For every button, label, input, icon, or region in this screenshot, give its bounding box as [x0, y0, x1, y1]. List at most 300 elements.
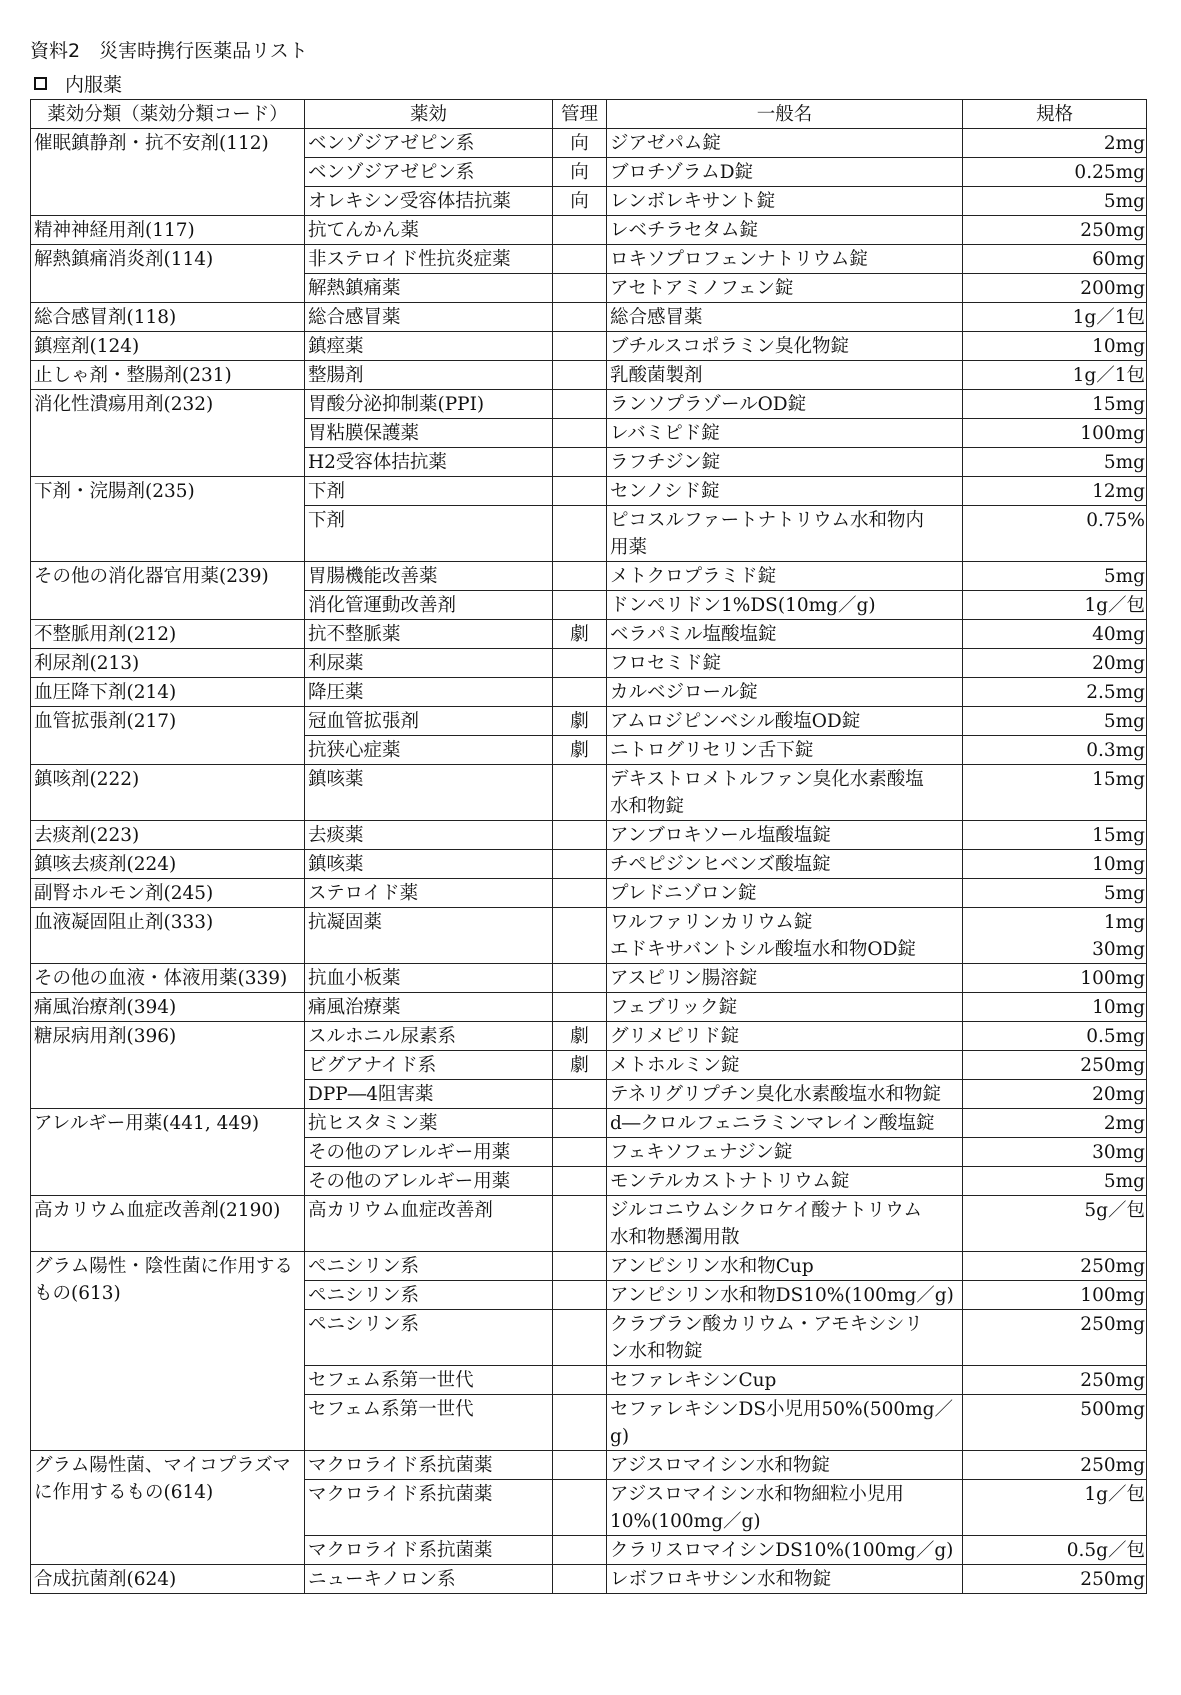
table-row — [31, 1022, 1147, 1051]
generic-name-cell — [607, 1252, 963, 1281]
specification-text: 10mg — [1092, 997, 1145, 1018]
specification-cell — [963, 216, 1147, 245]
generic-name-cell — [607, 361, 963, 390]
specification-cell — [963, 1281, 1147, 1310]
effect-cell: 利尿薬 — [305, 649, 553, 678]
specification-cell — [963, 361, 1147, 390]
effect-cell: 鎮痙薬 — [305, 332, 553, 361]
table-row — [31, 361, 1147, 390]
effect-cell: 下剤 — [305, 477, 553, 506]
generic-name-cell — [607, 649, 963, 678]
generic-name-text: ジルコニウムシクロケイ酸ナトリウム — [610, 1200, 923, 1221]
management-cell — [553, 1196, 607, 1252]
specification-text: 20mg — [1092, 653, 1145, 674]
generic-name-text: クラブラン酸カリウム・アモキシシリ — [610, 1314, 923, 1335]
specification-text: 5mg — [1103, 566, 1145, 587]
management-cell: 向 — [553, 187, 607, 216]
generic-name-text: プレドニゾロン錠 — [610, 883, 757, 904]
management-cell: 向 — [553, 129, 607, 158]
document-title: 資料2 災害時携行医薬品リスト — [30, 40, 308, 62]
management-cell — [553, 821, 607, 850]
specification-text: 5g／包 — [1084, 1200, 1145, 1221]
generic-name-text: ベラパミル塩酸塩錠 — [610, 624, 777, 645]
management-cell — [553, 274, 607, 303]
generic-name-text: 総合感冒薬 — [610, 307, 703, 328]
category-cell: 止しゃ剤・整腸剤(231) — [31, 361, 305, 390]
specification-text: 5mg — [1103, 883, 1145, 904]
category-cell: 鎮咳去痰剤(224) — [31, 850, 305, 879]
specification-cell — [963, 303, 1147, 332]
specification-text: 0.3mg — [1086, 740, 1145, 761]
specification-text: 2mg — [1103, 1113, 1145, 1134]
specification-text: 30mg — [1092, 1142, 1145, 1163]
category-cell: 解熱鎮痛消炎剤(114) — [31, 245, 305, 303]
generic-name-cell — [607, 419, 963, 448]
table-body — [31, 129, 1147, 1594]
effect-cell: スルホニル尿素系 — [305, 1022, 553, 1051]
specification-text: 2.5mg — [1086, 682, 1145, 703]
specification-cell — [963, 1310, 1147, 1366]
specification-text: 40mg — [1092, 624, 1145, 645]
specification-text: 5mg — [1103, 711, 1145, 732]
generic-name-cell — [607, 1051, 963, 1080]
generic-name-cell — [607, 1536, 963, 1565]
specification-text: 250mg — [1080, 1055, 1145, 1076]
generic-name-cell — [607, 1138, 963, 1167]
category-cell: グラム陽性・陰性菌に作用するもの(613) — [31, 1252, 305, 1451]
specification-text: 20mg — [1092, 1084, 1145, 1105]
specification-text: 0.5g／包 — [1066, 1540, 1145, 1561]
table-row — [31, 908, 1147, 964]
generic-name-cell — [607, 216, 963, 245]
table-row — [31, 390, 1147, 419]
specification-text: 1g／包 — [1084, 1484, 1145, 1505]
generic-name-text: メトクロプラミド錠 — [610, 566, 777, 587]
category-cell: 血圧降下剤(214) — [31, 678, 305, 707]
generic-name-cell — [607, 1310, 963, 1366]
effect-cell: 解熱鎮痛薬 — [305, 274, 553, 303]
category-cell: 血管拡張剤(217) — [31, 707, 305, 765]
specification-text: 250mg — [1080, 1314, 1145, 1335]
generic-name-text: ロキソプロフェンナトリウム錠 — [610, 249, 868, 270]
specification-text: 1g／1包 — [1072, 307, 1145, 328]
specification-cell — [963, 678, 1147, 707]
specification-cell — [963, 620, 1147, 649]
category-cell: その他の消化器官用薬(239) — [31, 562, 305, 620]
table-row — [31, 707, 1147, 736]
category-cell: 痛風治療剤(394) — [31, 993, 305, 1022]
management-cell — [553, 419, 607, 448]
specification-cell — [963, 1536, 1147, 1565]
management-cell — [553, 1366, 607, 1395]
generic-name-text: アスピリン腸溶錠 — [610, 968, 758, 989]
effect-cell: オレキシン受容体拮抗薬 — [305, 187, 553, 216]
management-cell: 向 — [553, 158, 607, 187]
specification-cell — [963, 332, 1147, 361]
management-cell — [553, 1310, 607, 1366]
effect-cell: ペニシリン系 — [305, 1281, 553, 1310]
effect-cell: マクロライド系抗菌薬 — [305, 1480, 553, 1536]
generic-name-text-line2: エドキサバントシル酸塩水和物OD錠 — [610, 939, 916, 960]
generic-name-text: カルベジロール錠 — [610, 682, 758, 703]
generic-name-text: フロセミド錠 — [610, 653, 722, 674]
category-cell: 去痰剤(223) — [31, 821, 305, 850]
specification-cell — [963, 707, 1147, 736]
generic-name-text: アセトアミノフェン錠 — [610, 278, 794, 299]
generic-name-cell — [607, 506, 963, 562]
management-cell — [553, 1536, 607, 1565]
generic-name-cell — [607, 1109, 963, 1138]
management-cell — [553, 332, 607, 361]
specification-text: 2mg — [1103, 133, 1145, 154]
specification-text: 10mg — [1092, 336, 1145, 357]
generic-name-text: ランソプラゾールOD錠 — [610, 394, 807, 415]
effect-cell: ベンゾジアゼピン系 — [305, 129, 553, 158]
specification-text: 100mg — [1080, 1285, 1145, 1306]
section-label: 内服薬 — [65, 74, 123, 96]
effect-cell: 抗ヒスタミン薬 — [305, 1109, 553, 1138]
generic-name-cell — [607, 620, 963, 649]
effect-cell: DPP―4阻害薬 — [305, 1080, 553, 1109]
generic-name-text: デキストロメトルファン臭化水素酸塩 — [610, 769, 924, 790]
generic-name-text: ニトログリセリン舌下錠 — [610, 740, 814, 761]
management-cell — [553, 361, 607, 390]
generic-name-text: メトホルミン錠 — [610, 1055, 740, 1076]
specification-cell — [963, 390, 1147, 419]
generic-name-text: モンテルカストナトリウム錠 — [610, 1171, 850, 1192]
category-cell: 消化性潰瘍用剤(232) — [31, 390, 305, 477]
checkbox-square-icon — [34, 77, 47, 90]
generic-name-cell — [607, 1395, 963, 1451]
medicine-table — [30, 99, 1147, 1594]
effect-cell: 痛風治療薬 — [305, 993, 553, 1022]
effect-cell: セフェム系第一世代 — [305, 1366, 553, 1395]
effect-cell: その他のアレルギー用薬 — [305, 1167, 553, 1196]
specification-cell — [963, 1051, 1147, 1080]
management-cell — [553, 765, 607, 821]
generic-name-text: ブロチゾラムD錠 — [610, 162, 754, 183]
category-cell: 高カリウム血症改善剤(2190) — [31, 1196, 305, 1252]
generic-name-text: フェキソフェナジン錠 — [610, 1142, 793, 1163]
specification-text: 15mg — [1092, 394, 1145, 415]
specification-cell — [963, 591, 1147, 620]
management-cell — [553, 303, 607, 332]
specification-cell — [963, 1080, 1147, 1109]
generic-name-cell — [607, 245, 963, 274]
generic-name-text: レボフロキサシン水和物錠 — [610, 1569, 832, 1590]
specification-cell — [963, 821, 1147, 850]
generic-name-cell — [607, 562, 963, 591]
specification-cell — [963, 1138, 1147, 1167]
effect-cell: 下剤 — [305, 506, 553, 562]
effect-cell: H2受容体拮抗薬 — [305, 448, 553, 477]
specification-cell — [963, 506, 1147, 562]
table-row — [31, 821, 1147, 850]
generic-name-text: ラフチジン錠 — [610, 452, 721, 473]
management-cell: 劇 — [553, 1022, 607, 1051]
specification-cell — [963, 1451, 1147, 1480]
generic-name-cell — [607, 993, 963, 1022]
generic-name-cell — [607, 1167, 963, 1196]
specification-cell — [963, 1109, 1147, 1138]
generic-name-text: 乳酸菌製剤 — [610, 365, 703, 386]
generic-name-cell — [607, 765, 963, 821]
generic-name-text: テネリグリプチン臭化水素酸塩水和物錠 — [610, 1084, 941, 1105]
specification-cell — [963, 1395, 1147, 1451]
effect-cell: 胃酸分泌抑制薬(PPI) — [305, 390, 553, 419]
specification-text: 100mg — [1080, 968, 1145, 989]
specification-cell — [963, 419, 1147, 448]
specification-text: 12mg — [1092, 481, 1145, 502]
specification-cell — [963, 1366, 1147, 1395]
category-cell: 鎮咳剤(222) — [31, 765, 305, 821]
effect-cell: セフェム系第一世代 — [305, 1395, 553, 1451]
category-cell: 合成抗菌剤(624) — [31, 1565, 305, 1594]
specification-cell — [963, 1480, 1147, 1536]
table-row — [31, 245, 1147, 274]
management-cell — [553, 448, 607, 477]
table-row — [31, 620, 1147, 649]
header-category: 薬効分類（薬効分類コード） — [31, 100, 305, 129]
table-row — [31, 1109, 1147, 1138]
effect-cell: 整腸剤 — [305, 361, 553, 390]
generic-name-cell — [607, 187, 963, 216]
specification-cell — [963, 158, 1147, 187]
effect-cell: 胃腸機能改善薬 — [305, 562, 553, 591]
generic-name-text-line2: ン水和物錠 — [610, 1341, 703, 1362]
specification-text: 100mg — [1080, 423, 1145, 444]
generic-name-text-line2: 10%(100mg／g) — [610, 1511, 761, 1532]
specification-text: 250mg — [1080, 1256, 1145, 1277]
generic-name-text: アジスロマイシン水和物細粒小児用 — [610, 1484, 904, 1505]
category-cell: 副腎ホルモン剤(245) — [31, 879, 305, 908]
section-heading — [30, 70, 122, 97]
effect-cell: ベンゾジアゼピン系 — [305, 158, 553, 187]
generic-name-text: アンピシリン水和物DS10%(100mg／g) — [610, 1285, 954, 1306]
management-cell — [553, 1167, 607, 1196]
management-cell — [553, 678, 607, 707]
generic-name-text-line2: 水和物錠 — [610, 796, 685, 817]
management-cell — [553, 1281, 607, 1310]
specification-text: 250mg — [1080, 1455, 1145, 1476]
generic-name-cell — [607, 158, 963, 187]
effect-cell: 高カリウム血症改善剤 — [305, 1196, 553, 1252]
table-row — [31, 216, 1147, 245]
specification-text: 0.25mg — [1074, 162, 1145, 183]
management-cell — [553, 1252, 607, 1281]
specification-cell — [963, 1167, 1147, 1196]
table-row — [31, 1565, 1147, 1594]
generic-name-text: レバミピド錠 — [610, 423, 720, 444]
specification-cell — [963, 964, 1147, 993]
specification-text-line2: 30mg — [1092, 939, 1145, 960]
specification-cell — [963, 1022, 1147, 1051]
table-row — [31, 129, 1147, 158]
specification-cell — [963, 993, 1147, 1022]
generic-name-text: レンボレキサント錠 — [610, 191, 776, 212]
effect-cell: 降圧薬 — [305, 678, 553, 707]
header-generic-name: 一般名 — [607, 100, 963, 129]
effect-cell: 非ステロイド性抗炎症薬 — [305, 245, 553, 274]
management-cell — [553, 1565, 607, 1594]
specification-cell — [963, 477, 1147, 506]
generic-name-text-line2: 用薬 — [610, 537, 648, 558]
table-row — [31, 303, 1147, 332]
table-row — [31, 850, 1147, 879]
generic-name-cell — [607, 736, 963, 765]
category-cell: グラム陽性菌、マイコプラズマに作用するもの(614) — [31, 1451, 305, 1565]
effect-cell: 抗血小板薬 — [305, 964, 553, 993]
generic-name-cell — [607, 1281, 963, 1310]
specification-cell — [963, 908, 1147, 964]
specification-text: 500mg — [1080, 1399, 1145, 1420]
generic-name-cell — [607, 274, 963, 303]
generic-name-cell — [607, 1196, 963, 1252]
category-cell: 精神神経用剤(117) — [31, 216, 305, 245]
specification-cell — [963, 850, 1147, 879]
generic-name-cell — [607, 707, 963, 736]
specification-cell — [963, 1565, 1147, 1594]
specification-text: 1g／1包 — [1072, 365, 1145, 386]
specification-cell — [963, 1196, 1147, 1252]
category-cell: 鎮痙剤(124) — [31, 332, 305, 361]
table-row — [31, 993, 1147, 1022]
generic-name-cell — [607, 879, 963, 908]
header-specification: 規格 — [963, 100, 1147, 129]
generic-name-text: セファレキシンCup — [610, 1370, 777, 1391]
generic-name-text: d―クロルフェニラミンマレイン酸塩錠 — [610, 1113, 935, 1134]
generic-name-cell — [607, 303, 963, 332]
generic-name-cell — [607, 964, 963, 993]
management-cell: 劇 — [553, 620, 607, 649]
management-cell — [553, 390, 607, 419]
management-cell — [553, 993, 607, 1022]
management-cell — [553, 562, 607, 591]
category-cell: 血液凝固阻止剤(333) — [31, 908, 305, 964]
effect-cell: ペニシリン系 — [305, 1252, 553, 1281]
generic-name-text: ピコスルファートナトリウム水和物内 — [610, 510, 924, 531]
specification-text: 1mg — [1103, 912, 1145, 933]
generic-name-text: レベチラセタム錠 — [610, 220, 759, 241]
specification-cell — [963, 879, 1147, 908]
category-cell: 催眠鎮静剤・抗不安剤(112) — [31, 129, 305, 216]
management-cell — [553, 591, 607, 620]
management-cell — [553, 1080, 607, 1109]
effect-cell: 抗狭心症薬 — [305, 736, 553, 765]
specification-text: 60mg — [1092, 249, 1145, 270]
specification-text: 0.5mg — [1086, 1026, 1145, 1047]
header-management: 管理 — [553, 100, 607, 129]
management-cell — [553, 1480, 607, 1536]
generic-name-text: アンブロキソール塩酸塩錠 — [610, 825, 831, 846]
effect-cell: 鎮咳薬 — [305, 850, 553, 879]
table-row — [31, 562, 1147, 591]
header-effect: 薬効 — [305, 100, 553, 129]
specification-text: 5mg — [1103, 191, 1145, 212]
generic-name-cell — [607, 129, 963, 158]
specification-text: 250mg — [1080, 220, 1145, 241]
table-row — [31, 332, 1147, 361]
generic-name-text: ワルファリンカリウム錠 — [610, 912, 813, 933]
table-row — [31, 879, 1147, 908]
generic-name-text: フェブリック錠 — [610, 997, 738, 1018]
management-cell — [553, 850, 607, 879]
effect-cell: 胃粘膜保護薬 — [305, 419, 553, 448]
management-cell — [553, 964, 607, 993]
category-cell: 利尿剤(213) — [31, 649, 305, 678]
specification-cell — [963, 187, 1147, 216]
effect-cell: その他のアレルギー用薬 — [305, 1138, 553, 1167]
management-cell: 劇 — [553, 736, 607, 765]
generic-name-text: ジアゼパム錠 — [610, 133, 721, 154]
generic-name-cell — [607, 1022, 963, 1051]
category-cell: 総合感冒剤(118) — [31, 303, 305, 332]
management-cell — [553, 879, 607, 908]
specification-cell — [963, 649, 1147, 678]
generic-name-cell — [607, 850, 963, 879]
generic-name-cell — [607, 1480, 963, 1536]
specification-cell — [963, 448, 1147, 477]
specification-text: 5mg — [1103, 1171, 1145, 1192]
generic-name-text: ドンペリドン1%DS(10mg／g) — [610, 595, 876, 616]
specification-text: 200mg — [1080, 278, 1145, 299]
table-row — [31, 1252, 1147, 1281]
generic-name-text: ブチルスコポラミン臭化物錠 — [610, 336, 850, 357]
specification-cell — [963, 736, 1147, 765]
generic-name-text: グリメピリド錠 — [610, 1026, 740, 1047]
category-cell: 不整脈用剤(212) — [31, 620, 305, 649]
management-cell: 劇 — [553, 707, 607, 736]
table-row — [31, 649, 1147, 678]
generic-name-text: クラリスロマイシンDS10%(100mg／g) — [610, 1540, 954, 1561]
generic-name-cell — [607, 678, 963, 707]
effect-cell: ニューキノロン系 — [305, 1565, 553, 1594]
table-row — [31, 1451, 1147, 1480]
effect-cell: ペニシリン系 — [305, 1310, 553, 1366]
management-cell — [553, 245, 607, 274]
specification-text: 0.75% — [1086, 510, 1145, 531]
generic-name-cell — [607, 908, 963, 964]
generic-name-cell — [607, 332, 963, 361]
specification-cell — [963, 765, 1147, 821]
specification-text: 15mg — [1092, 825, 1145, 846]
effect-cell: 鎮咳薬 — [305, 765, 553, 821]
specification-text: 5mg — [1103, 452, 1145, 473]
effect-cell: 抗凝固薬 — [305, 908, 553, 964]
effect-cell: 冠血管拡張剤 — [305, 707, 553, 736]
effect-cell: 抗てんかん薬 — [305, 216, 553, 245]
effect-cell: 総合感冒薬 — [305, 303, 553, 332]
management-cell — [553, 908, 607, 964]
category-cell: アレルギー用薬(441, 449) — [31, 1109, 305, 1196]
specification-cell — [963, 129, 1147, 158]
specification-text: 10mg — [1092, 854, 1145, 875]
specification-cell — [963, 1252, 1147, 1281]
specification-cell — [963, 245, 1147, 274]
table-row — [31, 1196, 1147, 1252]
category-cell: 糖尿病用剤(396) — [31, 1022, 305, 1109]
generic-name-cell — [607, 1366, 963, 1395]
management-cell — [553, 216, 607, 245]
generic-name-text: チペピジンヒベンズ酸塩錠 — [610, 854, 831, 875]
generic-name-cell — [607, 821, 963, 850]
generic-name-cell — [607, 390, 963, 419]
effect-cell: 去痰薬 — [305, 821, 553, 850]
effect-cell: 消化管運動改善剤 — [305, 591, 553, 620]
generic-name-cell — [607, 448, 963, 477]
effect-cell: ステロイド薬 — [305, 879, 553, 908]
management-cell — [553, 649, 607, 678]
